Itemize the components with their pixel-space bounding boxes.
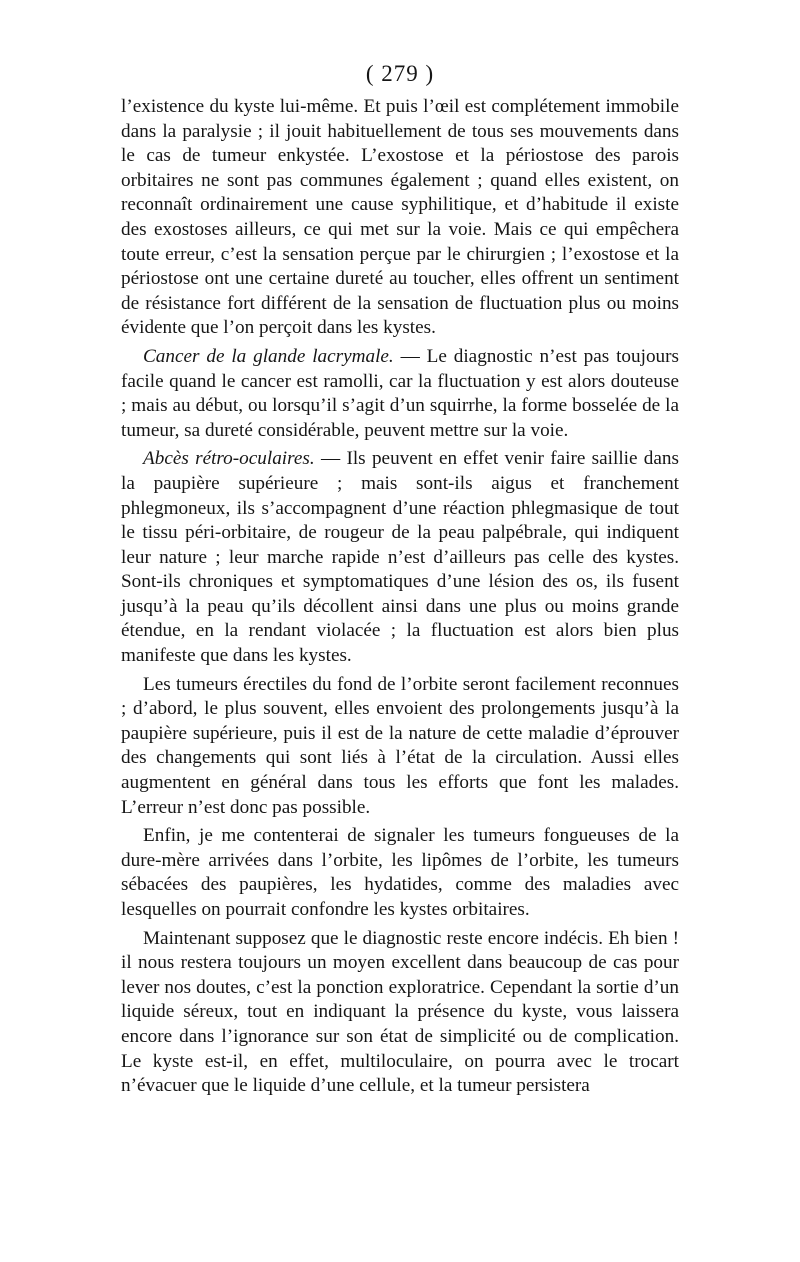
paragraph-tumeurs-fongueuses <box>121 824 679 922</box>
paragraph-text: Enfin, je me contenterai de signaler les tumeurs fongueuses de la dure-mère arrivées dans l’orbite, les lipômes de l’orbite, les tumeurs sébacées des paupières, les hydatides, comme des maladies avec lesquelles on pourrait confondre les kystes orbitaires. <box>121 825 679 920</box>
paragraph-text: Maintenant supposez que le diagnostic reste encore indécis. Eh bien ! il nous restera toujours un moyen excellent dans beaucoup de cas pour lever nos doutes, c’est la ponction exploratrice. Cependant la sortie d’un liquide séreux, tout en indiquant la présence du kyste, vous laissera encore dans l’ignorance sur son état de simplicité ou de complication. Le kyste est-il, en effet, multiloculaire, on pourra avec le trocart n’évacuer que le liquide d’une cellule, et la tumeur persistera <box>121 927 679 1097</box>
paragraph-text: Les tumeurs érectiles du fond de l’orbite seront facilement reconnues ; d’abord, le plus souvent, elles envoient des prolongements jusqu’à la paupière supérieure, puis il est de la nature de cette maladie d’éprouver des changements qui sont liés à l’état de la circulation. Aussi elles augmentent en général dans tous les efforts que font les malades. L’erreur n’est donc pas possible. <box>121 673 679 818</box>
paragraph-continuation <box>121 95 679 341</box>
paragraph-text: — Ils peuvent en effet venir faire saillie dans la paupière supérieure ; mais sont-ils aigus et franchement phlegmoneux, ils s’accompagnent d’une réaction phlegmasique de tout le tissu péri-orbitaire, de rougeur de la peau palpébrale, qui indiquent leur nature ; leur marche rapide n’est d’ailleurs pas celle des kystes. Sont-ils chroniques et symptomatiques d’une lésion des os, ils fusent jusqu’à la peau qu’ils décollent ainsi dans une plus ou moins grande étendue, en la rendant violacée ; la fluctuation est alors bien plus manifeste que dans les kystes. <box>121 448 679 667</box>
paragraph-text: — Le diagnostic n’est pas toujours facile quand le cancer est ramolli, car la fluctuation y est alors douteuse ; mais au début, ou lorsqu’il s’agit d’un squirrhe, la forme bosselée de la tumeur, sa dureté considérable, peuvent mettre sur la voie. <box>121 345 679 441</box>
body-text <box>121 95 679 1099</box>
paragraph-ponction-exploratrice <box>121 927 679 1099</box>
paragraph-cancer-glande-lacrymale <box>121 345 679 443</box>
paragraph-abces-retro-oculaires <box>121 447 679 668</box>
section-heading: Abcès rétro-oculaires. <box>143 448 315 470</box>
page-number: ( 279 ) <box>365 61 435 86</box>
section-heading: Cancer de la glande lacrymale. <box>143 345 394 367</box>
paragraph-tumeurs-erectiles <box>121 673 679 821</box>
paragraph-text: l’existence du kyste lui-même. Et puis l’œil est complétement immobile dans la paralysie ; il jouit habituellement de tous ses mouvements dans le cas de tumeur enkystée. L’exostose et la périostose des parois orbitaires ne sont pas communes également ; quand elles existent, on reconnaît ordinairement une cause syphilitique, et d’habitude il existe des exostoses ailleurs, ce qui met sur la voie. Mais ce qui empêchera toute erreur, c’est la sensation perçue par le chirurgien ; l’exostose et la périostose ont une certaine dureté au toucher, elles offrent un sentiment de résistance fort différent de la sensation de fluctuation plus ou moins évidente que l’on perçoit dans les kystes. <box>121 96 679 339</box>
